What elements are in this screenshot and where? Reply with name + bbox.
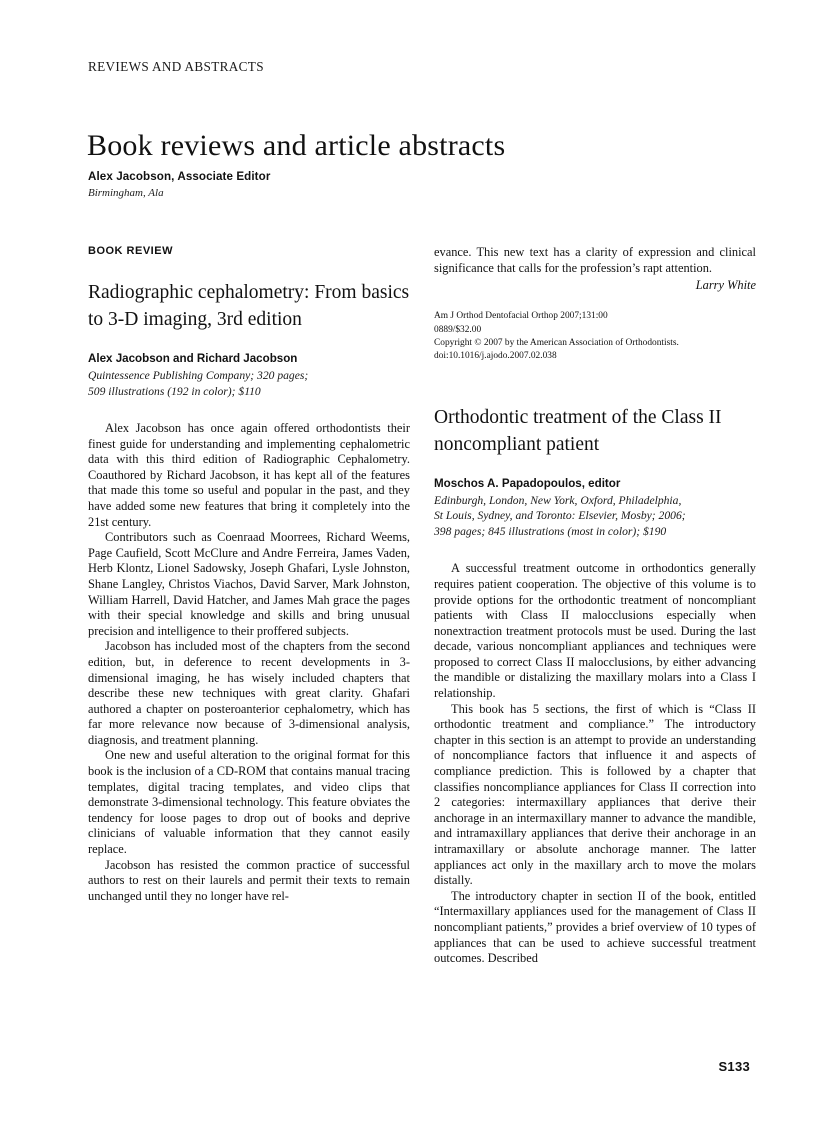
review-paragraph: One new and useful alteration to the original format for this book is the inclusion of a CD-ROM that contains manual tracing templates, digital tracing templates, and video clips that demonstrate 3-dimensional technology. This feature obviates the tendency for loose pages to drop out of books and deprive clinicians of valuable information that they cannot easily replace. bbox=[88, 748, 410, 857]
book-meta-line-2: St Louis, Sydney, and Toronto: Elsevier, Mosby; 2006; bbox=[434, 509, 686, 523]
book-meta-line-1: Quintessence Publishing Company; 320 pages; bbox=[88, 369, 309, 382]
section-spacer bbox=[434, 364, 756, 404]
associate-editor-affiliation: Birmingham, Ala bbox=[88, 187, 164, 199]
review-paragraph: A successful treatment outcome in orthodontics generally requires patient cooperation. The objective of this volume is to provide options for the orthodontic treatment of noncompliant patients with Class II malocclusions especially when nonextraction treatment protocols must be used. During the last decade, various noncompliant appliances and techniques were proposed to correct Class II malocclusions, by either advancing the mandible or distalizing the maxillary molars into a Class I relationship. bbox=[434, 561, 756, 701]
section-label-book-review: BOOK REVIEW bbox=[88, 245, 173, 257]
right-column bbox=[434, 245, 756, 967]
citation-price-line: 0889/$32.00 bbox=[434, 324, 482, 335]
page-title: Book reviews and article abstracts bbox=[87, 129, 506, 163]
citation-copyright-line: Copyright © 2007 by the American Association of Orthodontists. bbox=[434, 338, 679, 348]
review-paragraph-continued: evance. This new text has a clarity of expression and clinical significance that calls for the profession’s rapt attention. bbox=[434, 245, 756, 275]
review-paragraph: Alex Jacobson has once again offered orthodontists their finest guide for understanding and implementing cephalometric data with this third edition of Radiographic Cephalometry. Coauthored by Richard Jacobson, it has kept all of the features that made this tome so useful and popular in the past, and they have added some new features that bring it completely into the 21st century. bbox=[88, 421, 410, 529]
book-meta-line-3: 398 pages; 845 illustrations (most in color); $190 bbox=[434, 524, 667, 538]
review-paragraph: Jacobson has resisted the common practice of successful authors to rest on their laurels and permit their texts to remain unchanged until they no longer have rel- bbox=[88, 857, 410, 903]
book-title-radiographic-cephalometry: Radiographic cephalometry: From basics to 3-D imaging, 3rd edition bbox=[88, 282, 410, 330]
book-editor: Moschos A. Papadopoulos, editor bbox=[434, 476, 621, 490]
book-publication-details bbox=[434, 493, 756, 540]
book-title-class-ii-noncompliant: Orthodontic treatment of the Class II noncompliant patient bbox=[434, 406, 722, 455]
reviewer-byline: Larry White bbox=[695, 278, 756, 293]
page-number: S133 bbox=[718, 1059, 750, 1074]
review-paragraph: The introductory chapter in section II of the book, entitled “Intermaxillary appliances used for the management of Class II noncompliant patients,” provides a brief overview of 10 types of appliances that can be used to achieve successful treatment outcomes. Described bbox=[434, 888, 756, 966]
review-paragraph: Jacobson has included most of the chapters from the second edition, but, in deference to recent developments in 3-dimensional imaging, he has wisely included chapters that describe these new techniques with great clarity. Ghafari authored a chapter on posteroanterior cephalometry, which has far more relevance now because of 3-dimensional analysis, diagnosis, and treatment planning. bbox=[88, 639, 410, 747]
citation-journal-line: Am J Orthod Dentofacial Orthop 2007;131:00 bbox=[434, 311, 608, 322]
citation-block bbox=[434, 310, 756, 364]
book-publication-details bbox=[88, 368, 410, 399]
associate-editor-name: Alex Jacobson, Associate Editor bbox=[88, 170, 271, 183]
book-meta-line-1: Edinburgh, London, New York, Oxford, Philadelphia, bbox=[434, 493, 682, 507]
book-authors: Alex Jacobson and Richard Jacobson bbox=[88, 352, 298, 365]
review-paragraph: This book has 5 sections, the first of which is “Class II orthodontic treatment and compliance.” The introductory chapter in this section is an attempt to provide an understanding of noncompliance factors that influence it and aspects of compliance prediction. This is followed by a chapter that classifies noncompliance appliances for Class II correction into 2 categories: intermaxillary appliances that derive their anchorage in an intermaxillary manner to advance the mandible, and intramaxillary appliances that derive their anchorage in an intramaxillary or absolute anchorage manner. The latter appliances act only in the maxillary arch to move the molars distally. bbox=[434, 701, 756, 888]
review-paragraph: Contributors such as Coenraad Moorrees, Richard Weems, Page Caufield, Scott McClure and Andre Ferreira, James Vaden, Herb Klontz, Lionel Sadowsky, Joseph Ghafari, Lysle Johnston, Shane Langley, Christos Viachos, David Sarver, Mark Johnston, William Harrell, David Hatcher, and James Mah grace the pages with their special knowledge and skills and bring unusual precision and intelligence to their proffered subjects. bbox=[88, 530, 410, 638]
left-column bbox=[88, 245, 410, 904]
running-head: REVIEWS AND ABSTRACTS bbox=[88, 59, 264, 74]
book-meta-line-2: 509 illustrations (192 in color); $110 bbox=[88, 384, 261, 398]
citation-doi-line: doi:10.1016/j.ajodo.2007.02.038 bbox=[434, 351, 557, 362]
